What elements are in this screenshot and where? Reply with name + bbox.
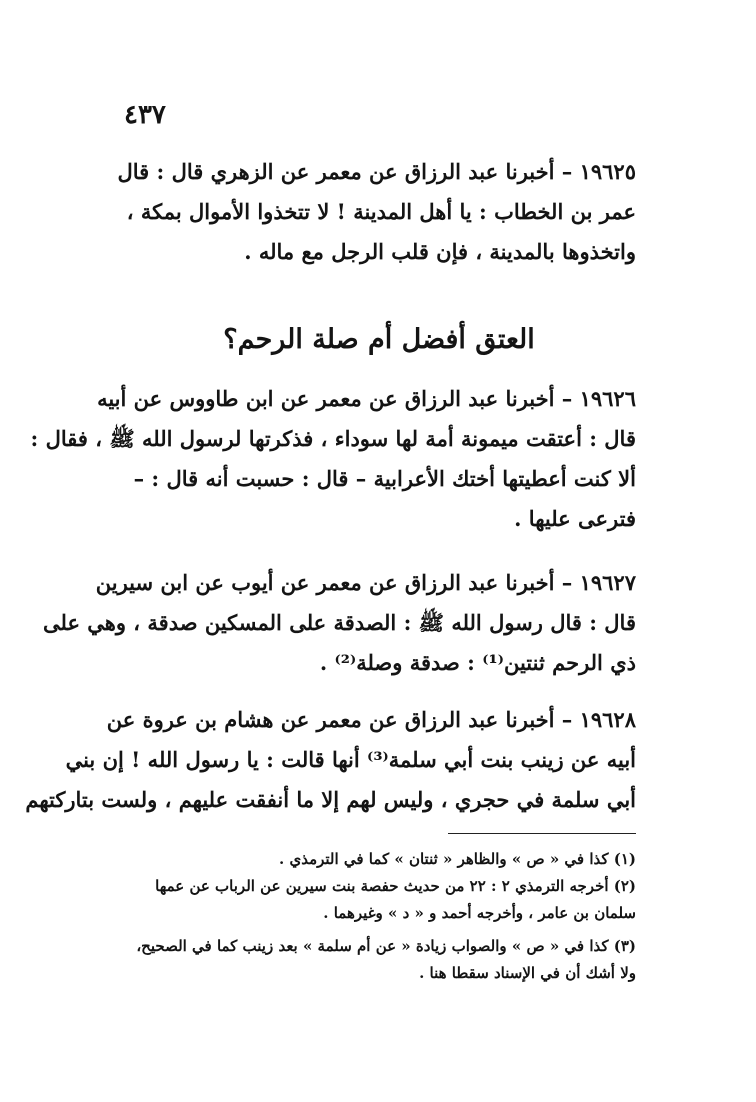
- hadith-19628-line-2: أبيه عن زينب بنت أبي سلمة⁽³⁾ أنها قالت : يا رسول الله ! إن بني: [65, 747, 636, 772]
- footnote-1: (١) كذا في « ص » والظاهر « ثنتان » كما في الترمذي .: [279, 850, 636, 868]
- hadith-19628-line-1: ١٩٦٢٨ – أخبرنا عبد الرزاق عن معمر عن هشام بن عروة عن: [106, 707, 636, 732]
- footnote-3-continued: ولا أشك أن في الإسناد سقطا هنا .: [419, 964, 636, 982]
- page-number: ٤٣٧: [124, 100, 166, 130]
- hadith-19627-line-2: قال : قال رسول الله ﷺ : الصدقة على المسكين صدقة ، وهي على: [42, 610, 636, 635]
- hadith-19627-line-3: ذي الرحم ثنتين⁽¹⁾ : صدقة وصلة⁽²⁾ .: [319, 650, 636, 675]
- hadith-19626-line-2: قال : أعتقت ميمونة أمة لها سوداء ، فذكرتها لرسول الله ﷺ ، فقال :: [30, 426, 636, 451]
- hadith-19625-line-2: عمر بن الخطاب : يا أهل المدينة ! لا تتخذوا الأموال بمكة ،: [126, 199, 636, 224]
- hadith-19625-line-3: واتخذوها بالمدينة ، فإن قلب الرجل مع ماله .: [244, 239, 636, 264]
- hadith-19626: [30, 379, 636, 539]
- hadith-19626-line-4: فترعى عليها .: [514, 506, 636, 531]
- footnote-3: (٣) كذا في « ص » والصواب زيادة « عن أم سلمة » بعد زينب كما في الصحيح،: [136, 937, 636, 955]
- footnotes: [130, 846, 636, 987]
- hadith-19626-line-1: ١٩٦٢٦ – أخبرنا عبد الرزاق عن معمر عن ابن طاووس عن أبيه: [97, 386, 636, 411]
- hadith-19627: [42, 563, 636, 683]
- footnote-divider: [448, 833, 636, 834]
- section-heading: العتق أفضل أم صلة الرحم؟: [223, 324, 535, 355]
- hadith-19625-line-1: ١٩٦٢٥ – أخبرنا عبد الرزاق عن معمر عن الزهري قال : قال: [117, 159, 636, 184]
- footnote-2: (٢) أخرجه الترمذي ٢ : ٢٢ من حديث حفصة بنت سيرين عن الرباب عن عمها: [155, 877, 636, 895]
- footnote-2-continued: سلمان بن عامر ، وأخرجه أحمد و « د » وغيرهما .: [323, 904, 636, 922]
- hadith-19628-line-3: أبي سلمة في حجري ، وليس لهم إلا ما أنفقت عليهم ، ولست بتاركتهم: [25, 787, 636, 812]
- hadith-19628: [25, 700, 636, 820]
- hadith-19627-line-1: ١٩٦٢٧ – أخبرنا عبد الرزاق عن معمر عن أيوب عن ابن سيرين: [95, 570, 636, 595]
- hadith-19626-line-3: ألا كنت أعطيتها أختك الأعرابية – قال : حسبت أنه قال : –: [133, 466, 636, 491]
- hadith-19625: [117, 152, 636, 272]
